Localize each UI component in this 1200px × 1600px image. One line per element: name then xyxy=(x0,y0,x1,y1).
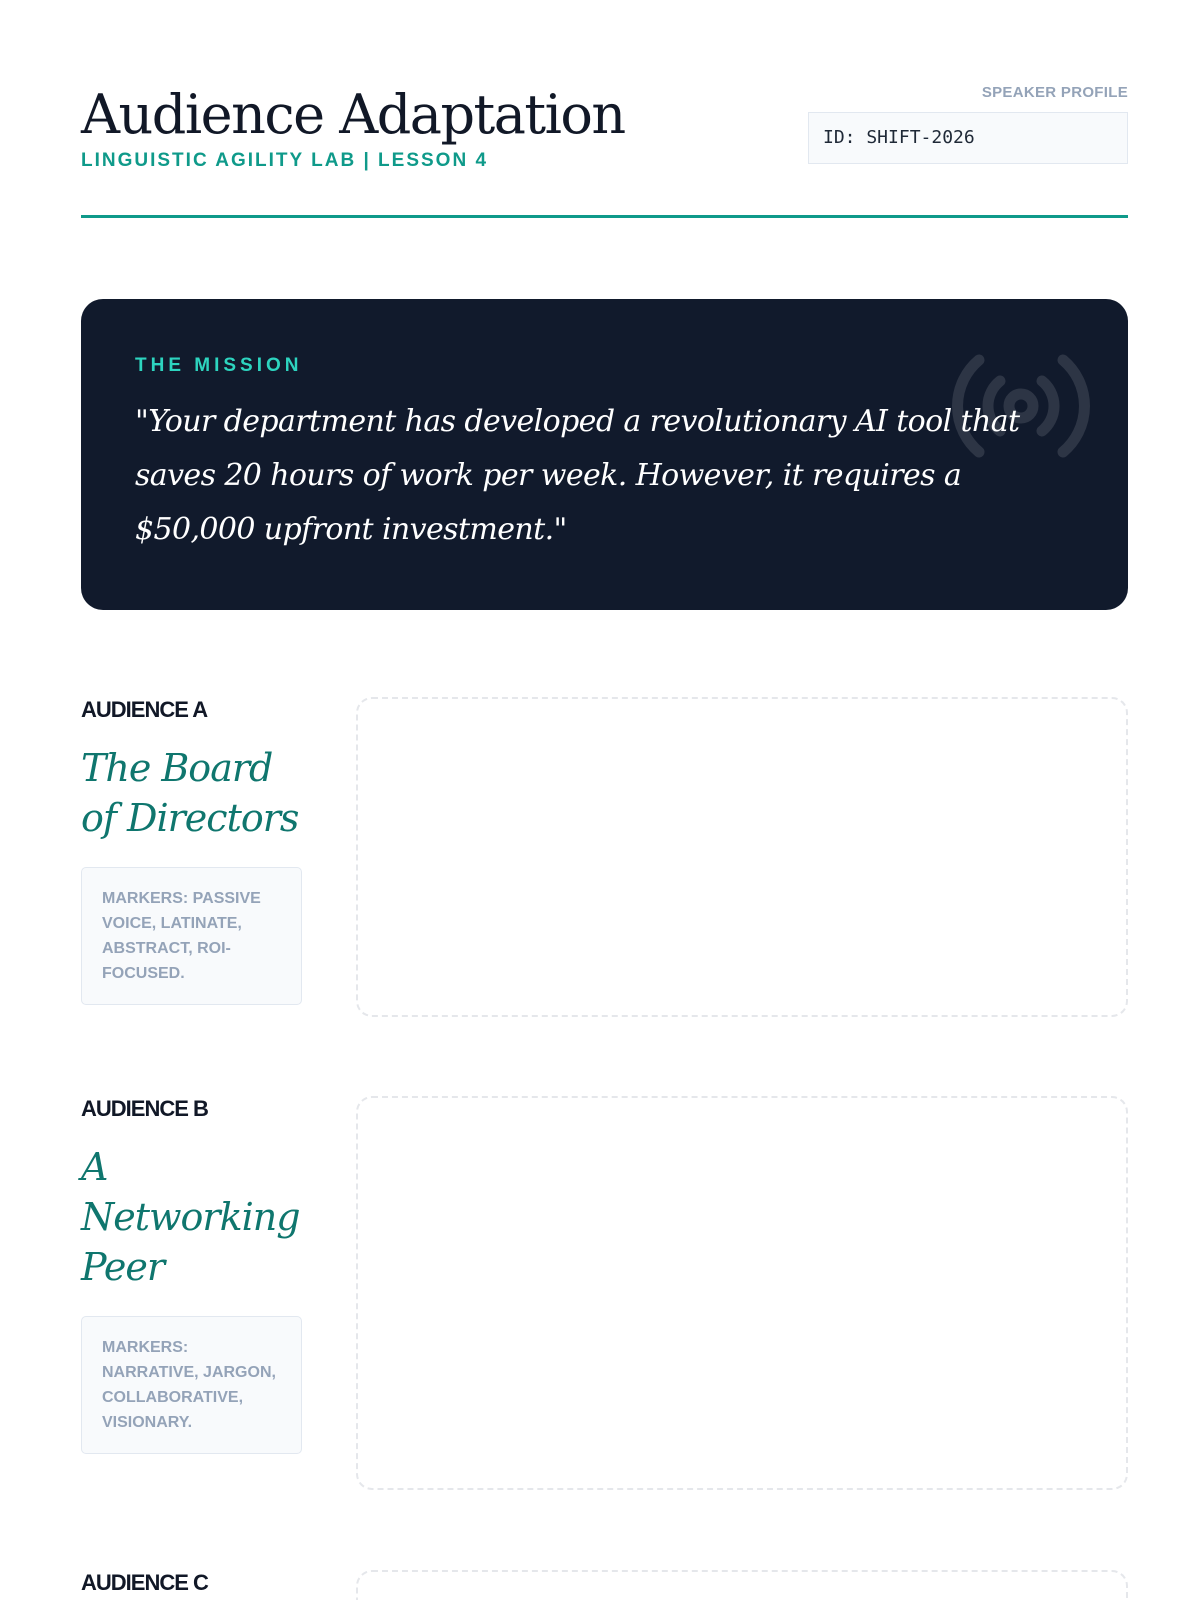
audience-c-response-input[interactable] xyxy=(356,1570,1128,1600)
speaker-profile-label: SPEAKER PROFILE xyxy=(981,84,1128,101)
page-title: Audience Adaptation xyxy=(81,83,625,146)
audience-a-markers: MARKERS: PASSIVE VOICE, LATINATE, ABSTRACT, ROI-FOCUSED. xyxy=(81,867,302,1005)
audience-a-label: AUDIENCE A xyxy=(81,697,208,722)
audience-c-section xyxy=(81,1570,1128,1600)
mission-quote: "Your department has developed a revolutionary AI tool that saves 20 hours of work per week. However, it requires a $50,000 upfront investment." xyxy=(135,404,1020,547)
audience-b-response-input[interactable] xyxy=(356,1096,1128,1490)
mission-card xyxy=(81,299,1128,610)
audience-a-section xyxy=(81,697,1128,1017)
audience-a-name: The Board of Directors xyxy=(81,746,299,840)
speaker-profile-id: ID: SHIFT-2026 xyxy=(808,112,1128,164)
audience-b-name: A Networking Peer xyxy=(81,1145,300,1289)
audience-b-markers: MARKERS: NARRATIVE, JARGON, COLLABORATIVE, VISIONARY. xyxy=(81,1316,302,1454)
mission-label: THE MISSION xyxy=(135,355,303,376)
audience-b-section xyxy=(81,1096,1128,1490)
audience-a-response-input[interactable] xyxy=(356,697,1128,1017)
page-header xyxy=(81,80,1128,218)
header-divider xyxy=(81,215,1128,218)
audience-c-label: AUDIENCE C xyxy=(81,1570,208,1595)
page-subtitle: LINGUISTIC AGILITY LAB | LESSON 4 xyxy=(81,150,489,171)
audience-b-label: AUDIENCE B xyxy=(81,1096,208,1121)
worksheet-page xyxy=(81,0,1128,1600)
